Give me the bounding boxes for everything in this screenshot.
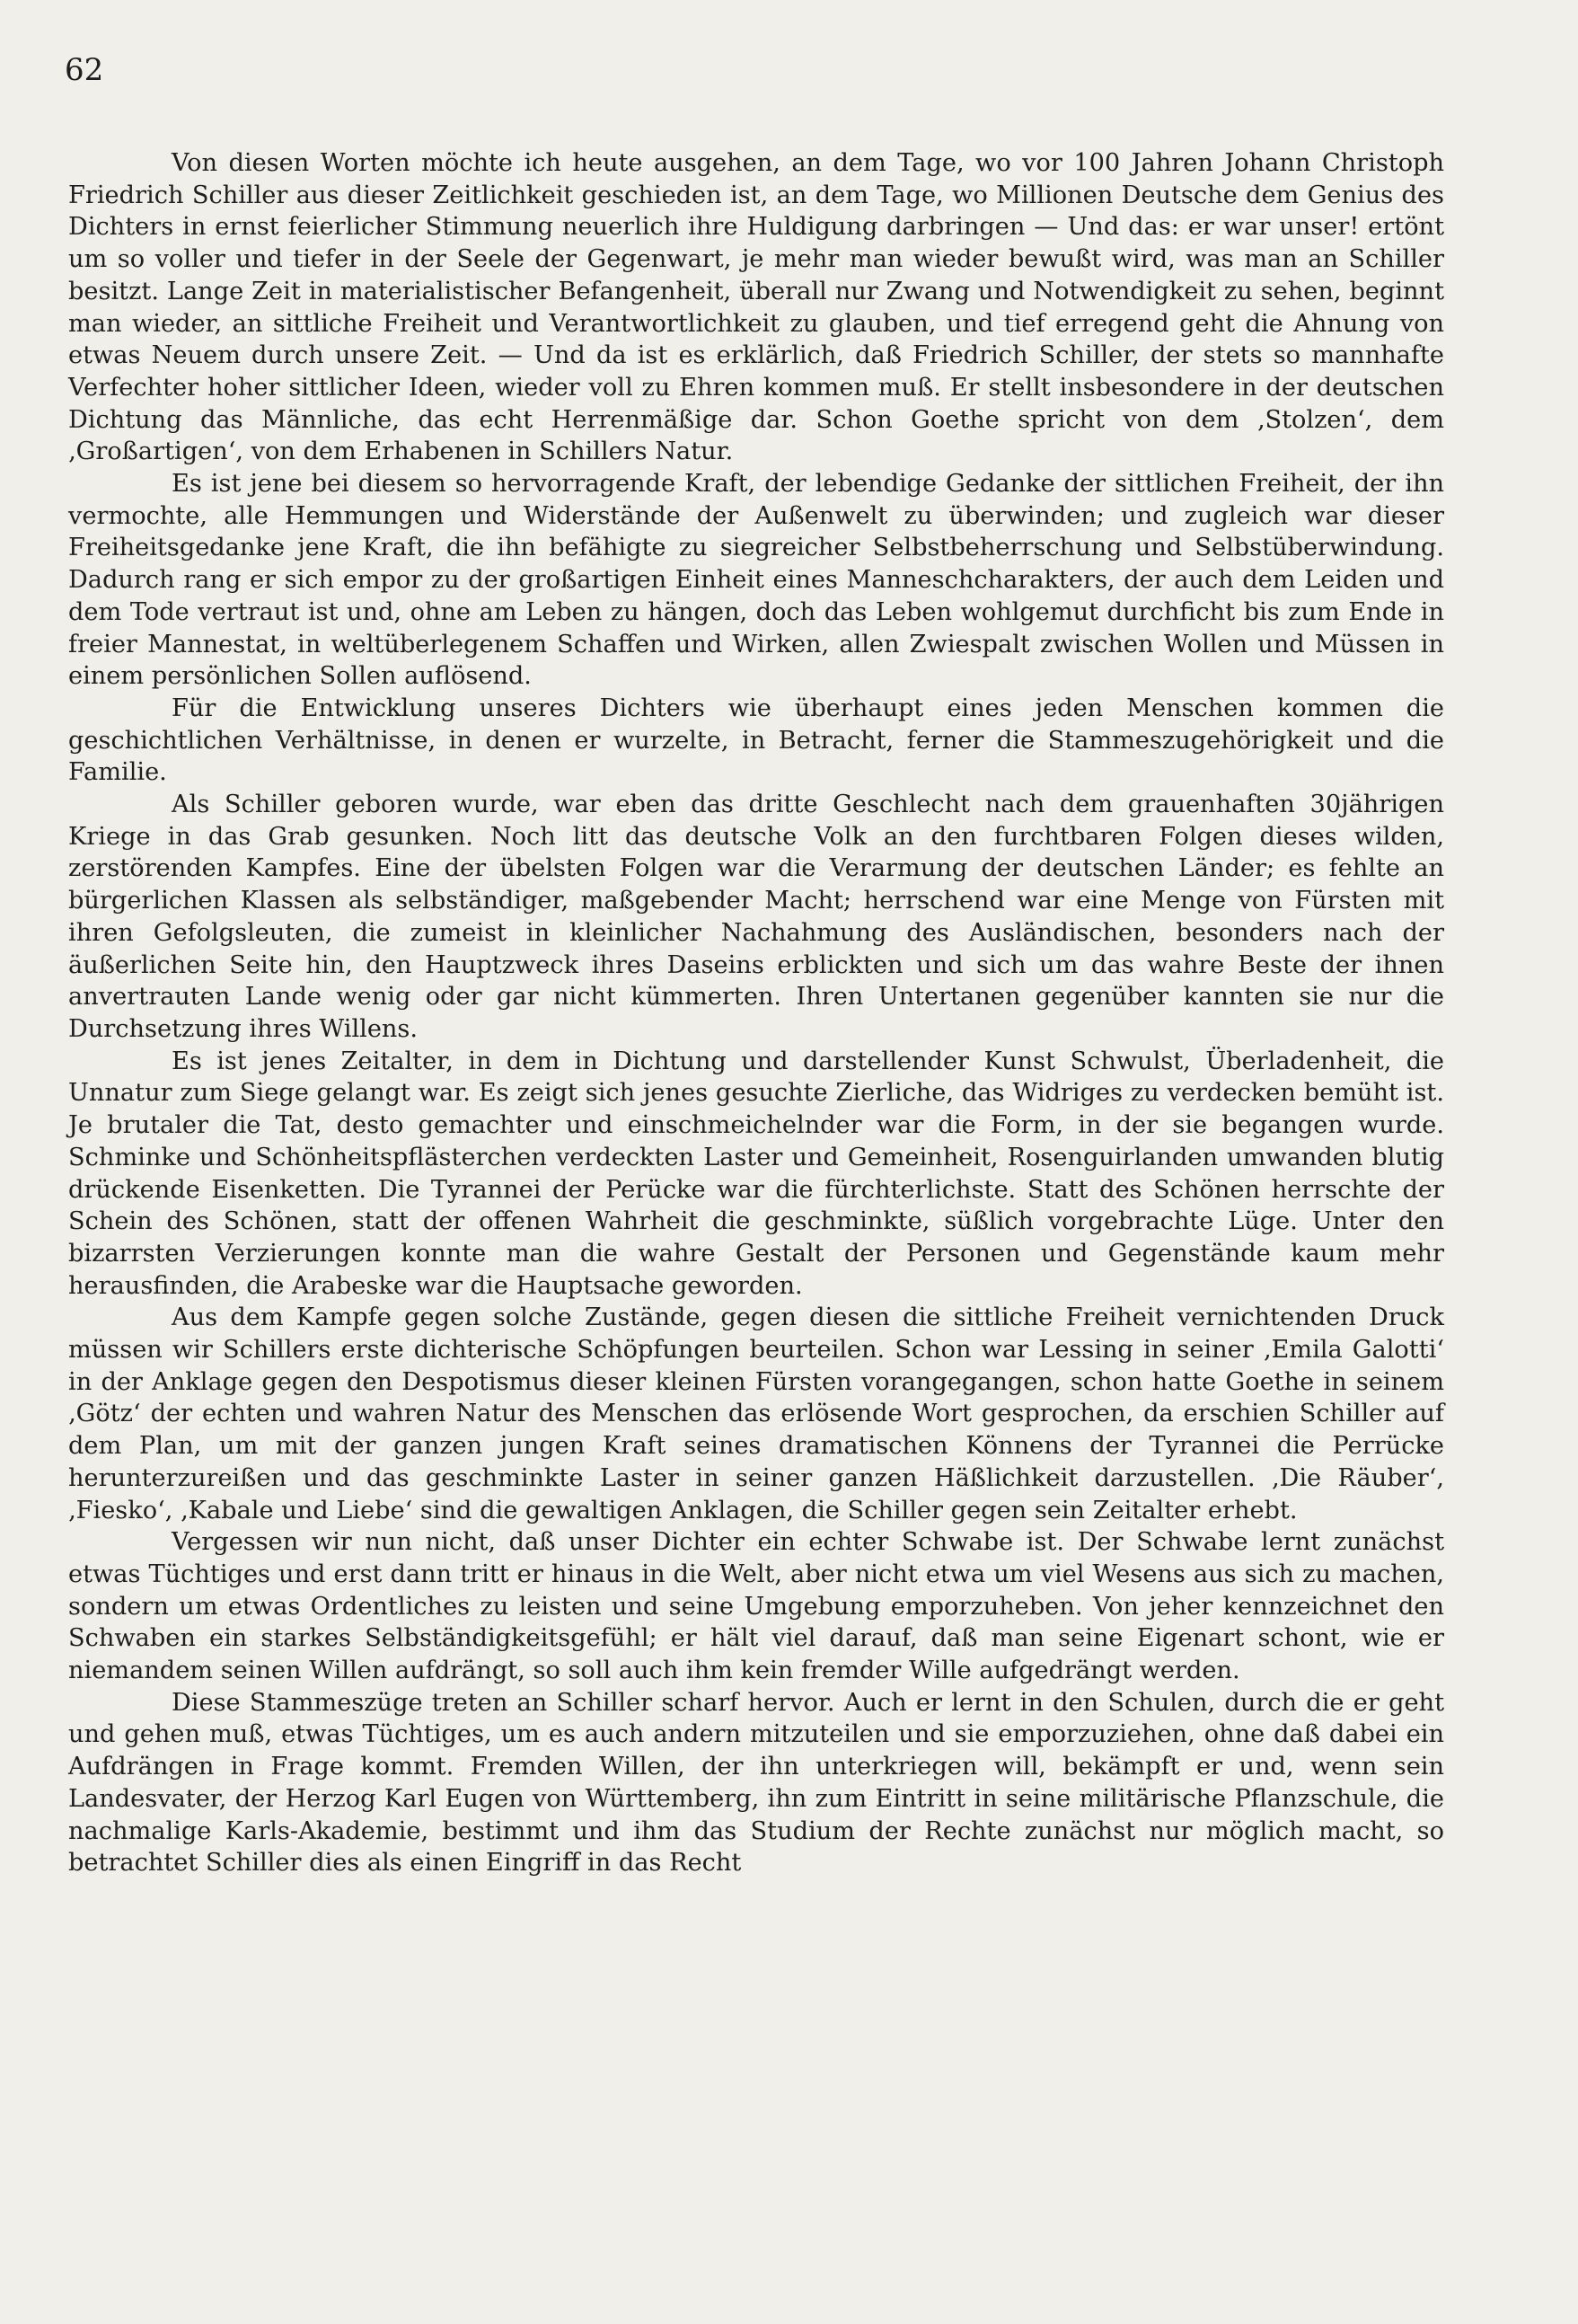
paragraph: Aus dem Kampfe gegen solche Zustände, gegen diesen die sittliche Freiheit vernichtenden Druck müssen wir Schillers erste dichterische Schöpfungen beurteilen. Schon war Lessing in seiner ‚Emila Galotti‘ in der Anklage gegen den Despotismus dieser kleinen Fürsten vorangegangen, schon hatte Goethe in seinem ‚Götz‘ der echten und wahren Natur des Menschen das erlösende Wort gesprochen, da erschien Schiller auf dem Plan, um mit der ganzen jungen Kraft seines dramatischen Könnens der Tyrannei die Perrücke herunterzureißen und das geschminkte Laster in seiner ganzen Häßlichkeit darzustellen. ‚Die Räuber‘, ‚Fiesko‘, ‚Kabale und Liebe‘ sind die gewaltigen Anklagen, die Schiller gegen sein Zeitalter erhebt. bbox=[68, 1303, 1444, 1524]
paragraph: Vergessen wir nun nicht, daß unser Dichter ein echter Schwabe ist. Der Schwabe lernt zunächst etwas Tüchtiges und erst dann tritt er hinaus in die Welt, aber nicht etwa um viel Wesens aus sich zu machen, sondern um etwas Ordentliches zu leisten und seine Umgebung emporzuheben. Von jeher kennzeichnet den Schwaben ein starkes Selbständigkeitsgefühl; er hält viel darauf, daß man seine Eigenart schont, wie er niemandem seinen Willen aufdrängt, so soll auch ihm kein fremder Wille aufgedrängt werden. bbox=[68, 1528, 1444, 1685]
paragraph: Es ist jenes Zeitalter, in dem in Dichtung und darstellender Kunst Schwulst, Überladenheit, die Unnatur zum Siege gelangt war. Es zeigt sich jenes gesuchte Zierliche, das Widriges zu verdecken bemüht ist. Je brutaler die Tat, desto gemachter und einschmeichelnder war die Form, in der sie begangen wurde. Schminke und Schönheitspflästerchen verdeckten Laster und Gemeinheit, Rosenguirlanden umwanden blutig drückende Eisenketten. Die Tyrannei der Perücke war die fürchterlichste. Statt des Schönen herrschte der Schein des Schönen, statt der offenen Wahrheit die geschminkte, süßlich vorgebrachte Lüge. Unter den bizarrsten Verzierungen konnte man die wahre Gestalt der Personen und Gegenstände kaum mehr herausfinden, die Arabeske war die Hauptsache geworden. bbox=[68, 1047, 1444, 1300]
paragraph: Diese Stammeszüge treten an Schiller scharf hervor. Auch er lernt in den Schulen, durch die er geht und gehen muß, etwas Tüchtiges, um es auch andern mitzuteilen und sie emporzuziehen, ohne daß dabei ein Aufdrängen in Frage kommt. Fremden Willen, der ihn unterkriegen will, bekämpft er und, wenn sein Landesvater, der Herzog Karl Eugen von Württemberg, ihn zum Eintritt in seine militärische Pflanzschule, die nachmalige Karls-Akademie, bestimmt und ihm das Studium der Rechte zunächst nur möglich macht, so betrachtet Schiller dies als einen Eingriff in das Recht bbox=[68, 1688, 1444, 1878]
paragraph: Es ist jene bei diesem so hervorragende Kraft, der lebendige Gedanke der sittlichen Freiheit, der ihn vermochte, alle Hemmungen und Widerstände der Außenwelt zu überwinden; und zugleich war dieser Freiheitsgedanke jene Kraft, die ihn befähigte zu siegreicher Selbstbeherrschung und Selbstüberwindung. Dadurch rang er sich empor zu der großartigen Einheit eines Manneschcharakters, der auch dem Leiden und dem Tode vertraut ist und, ohne am Leben zu hängen, doch das Leben wohlgemut durchficht bis zum Ende in freier Mannestat, in weltüberlegenem Schaffen und Wirken, allen Zwiespalt zwischen Wollen und Müssen in einem persönlichen Sollen auflösend. bbox=[68, 470, 1444, 691]
text-body bbox=[68, 147, 1444, 1879]
paragraph: Für die Entwicklung unseres Dichters wie überhaupt eines jeden Menschen kommen die geschichtlichen Verhältnisse, in denen er wurzelte, in Betracht, ferner die Stammeszugehörigkeit und die Familie. bbox=[68, 694, 1444, 787]
page-number: 62 bbox=[65, 52, 104, 88]
paragraph: Als Schiller geboren wurde, war eben das dritte Geschlecht nach dem grauenhaften 30jährigen Kriege in das Grab gesunken. Noch litt das deutsche Volk an den furchtbaren Folgen dieses wilden, zerstörenden Kampfes. Eine der übelsten Folgen war die Verarmung der deutschen Länder; es fehlte an bürgerlichen Klassen als selbständiger, maßgebender Macht; herrschend war eine Menge von Fürsten mit ihren Gefolgsleuten, die zumeist in kleinlicher Nachahmung des Ausländischen, besonders nach der äußerlichen Seite hin, den Hauptzweck ihres Daseins erblickten und sich um das wahre Beste der ihnen anvertrauten Lande wenig oder gar nicht kümmerten. Ihren Untertanen gegenüber kannten sie nur die Durchsetzung ihres Willens. bbox=[68, 791, 1444, 1043]
paragraph: Von diesen Worten möchte ich heute ausgehen, an dem Tage, wo vor 100 Jahren Johann Christoph Friedrich Schiller aus dieser Zeitlichkeit geschieden ist, an dem Tage, wo Millionen Deutsche dem Genius des Dichters in ernst feierlicher Stimmung neuerlich ihre Huldigung darbringen — Und das: er war unser! ertönt um so voller und tiefer in der Seele der Gegenwart, je mehr man wieder bewußt wird, was man an Schiller besitzt. Lange Zeit in materialistischer Befangenheit, überall nur Zwang und Notwendigkeit zu sehen, beginnt man wieder, an sittliche Freiheit und Verantwortlichkeit zu glauben, und tief erregend geht die Ahnung von etwas Neuem durch unsere Zeit. — Und da ist es erklärlich, daß Friedrich Schiller, der stets so mannhafte Verfechter hoher sittlicher Ideen, wieder voll zu Ehren kommen muß. Er stellt insbesondere in der deutschen Dichtung das Männliche, das echt Herrenmäßige dar. Schon Goethe spricht von dem ‚Stolzen‘, dem ‚Großartigen‘, von dem Erhabenen in Schillers Natur. bbox=[68, 149, 1444, 466]
